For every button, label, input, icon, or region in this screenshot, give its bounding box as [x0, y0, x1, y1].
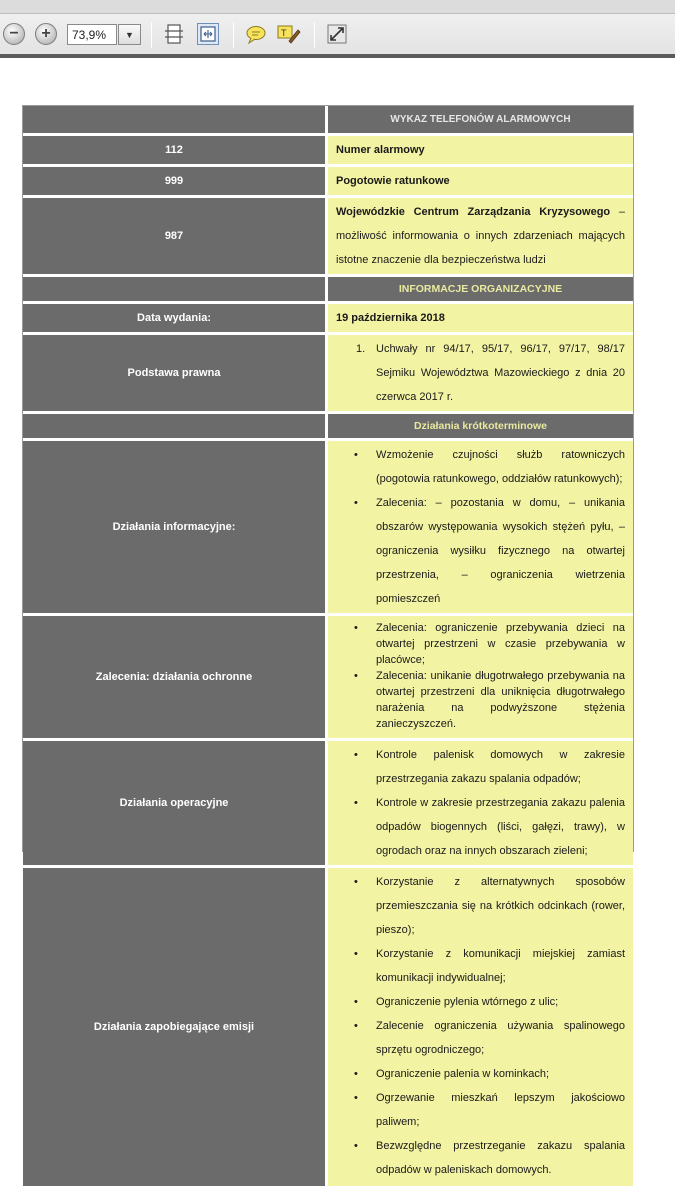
- phone-number-987: 987: [23, 198, 328, 277]
- phone-number-999: 999: [23, 167, 328, 198]
- table-row: [23, 741, 633, 868]
- list-item: • Zalecenia: unikanie długotrwałego przebywania na otwartej przestrzeni dla uniknięcia długotrwałego narażenia na podwyższone stężenia zanieczyszczeń.: [336, 668, 625, 732]
- svg-text:T: T: [281, 28, 287, 38]
- table-row: [23, 335, 633, 414]
- section-header-short-term: Działania krótkoterminowe: [328, 414, 633, 441]
- table-row: [23, 414, 633, 441]
- phone-desc-987: [328, 198, 633, 277]
- phone-desc-112: Numer alarmowy: [328, 136, 633, 167]
- table-row: [23, 167, 633, 198]
- date-label: Data wydania:: [23, 304, 328, 335]
- info-actions-list: [328, 441, 633, 616]
- toolbar-separator: [233, 22, 234, 48]
- info-actions-label: Działania informacyjne:: [23, 441, 328, 616]
- phone-number-112: 112: [23, 136, 328, 167]
- list-item: • Ograniczenie pylenia wtórnego z ulic;: [336, 990, 625, 1014]
- document-page: [22, 105, 634, 1176]
- table-row: [23, 277, 633, 304]
- table-row: [23, 106, 633, 136]
- operational-actions-label: Działania operacyjne: [23, 741, 328, 868]
- list-item: • Korzystanie z alternatywnych sposobów przemieszczania się na krótkich odcinkach (rower, pieszo);: [336, 870, 625, 942]
- zoom-dropdown-icon[interactable]: ▼: [118, 24, 141, 45]
- list-item: • Zalecenia: ograniczenie przebywania dzieci na otwartej przestrzeni w czasie przebywania w placówce;: [336, 620, 625, 668]
- zoom-input[interactable]: 73,9%: [67, 24, 117, 45]
- header-blank-cell: [23, 277, 328, 304]
- toolbar-separator: [151, 22, 152, 48]
- fit-width-icon[interactable]: [197, 23, 219, 45]
- table-row: [23, 616, 633, 741]
- protective-actions-list: [328, 616, 633, 741]
- phone-desc-987-rest: – możliwość informowania o innych zdarzeniach mających istotne znaczenie dla bezpieczeństwa ludzi: [336, 206, 625, 266]
- fit-page-icon[interactable]: [163, 23, 185, 45]
- header-blank-cell: [23, 106, 328, 136]
- legal-basis-value: [328, 335, 633, 414]
- list-item: • Wzmożenie czujności służb ratowniczych (pogotowia ratunkowego, oddziałów ratunkowych);: [336, 443, 625, 491]
- section-header-phones: WYKAZ TELEFONÓW ALARMOWYCH: [328, 106, 633, 136]
- list-item: • Korzystanie z komunikacji miejskiej zamiast komunikacji indywidualnej;: [336, 942, 625, 990]
- header-blank-cell: [23, 414, 328, 441]
- table-row: [23, 304, 633, 335]
- list-item: • Kontrole w zakresie przestrzegania zakazu palenia odpadów biogennych (liści, gałęzi, trawy), w ogrodach oraz na innych obszarach zieleni;: [336, 791, 625, 863]
- fullscreen-icon[interactable]: [326, 23, 348, 45]
- list-item: • Zalecenia: – pozostania w domu, – unikania obszarów występowania wysokich stężeń pyłu, – ograniczenia wysiłku fizycznego na otwartej przestrzenia, – ograniczenia wietrzenia pomieszczeń: [336, 491, 625, 611]
- list-item: • Kontrole palenisk domowych w zakresie przestrzegania zakazu spalania odpadów;: [336, 743, 625, 791]
- list-item: • Zalecenie ograniczenia używania spalinowego sprzętu ogrodniczego;: [336, 1014, 625, 1062]
- zoom-in-icon[interactable]: +: [35, 23, 57, 45]
- list-item: • Ograniczenie palenia w kominkach;: [336, 1062, 625, 1086]
- list-item: • Ogrzewanie mieszkań lepszym jakościowo paliwem;: [336, 1086, 625, 1134]
- highlight-icon[interactable]: [278, 23, 300, 45]
- legal-basis-item: 1. Uchwały nr 94/17, 95/17, 96/17, 97/17, 98/17 Sejmiku Województwa Mazowieckiego z dnia 20 czerwca 2017 r.: [336, 337, 625, 409]
- section-header-org-info: INFORMACJE ORGANIZACYJNE: [328, 277, 633, 304]
- date-value: 19 października 2018: [328, 304, 633, 335]
- legal-basis-label: Podstawa prawna: [23, 335, 328, 414]
- table-row: [23, 868, 633, 1189]
- emergency-info-table: [23, 106, 633, 1189]
- emission-prevention-list: [328, 868, 633, 1189]
- window-top-strip: [0, 0, 675, 14]
- toolbar-bottom-border: [0, 54, 675, 58]
- phone-desc-987-title: Wojewódzkie Centrum Zarządzania Kryzysowego: [336, 206, 611, 218]
- table-row: [23, 441, 633, 616]
- table-row: [23, 198, 633, 277]
- table-row: [23, 136, 633, 167]
- phone-desc-999: Pogotowie ratunkowe: [328, 167, 633, 198]
- zoom-out-icon[interactable]: −: [3, 23, 25, 45]
- pdf-toolbar: [0, 0, 675, 58]
- list-item: • Bezwzględne przestrzeganie zakazu spalania odpadów w paleniskach domowych.: [336, 1134, 625, 1182]
- comment-icon[interactable]: [245, 23, 267, 45]
- emission-prevention-label: Działania zapobiegające emisji: [23, 868, 328, 1189]
- protective-actions-label: Zalecenia: działania ochronne: [23, 616, 328, 741]
- operational-actions-list: [328, 741, 633, 868]
- toolbar-separator: [314, 22, 315, 48]
